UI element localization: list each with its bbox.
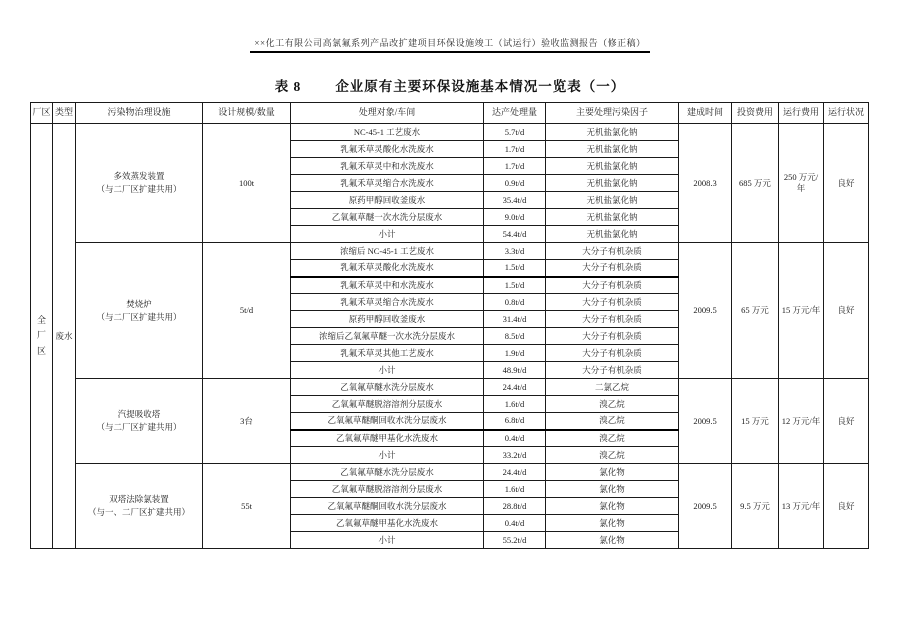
cell-target: 原药甲醇回收釜废水	[291, 192, 484, 209]
facility-note: （与二厂区扩建共用）	[96, 422, 182, 432]
table-number: 表 8	[274, 79, 302, 94]
cell-amount: 1.7t/d	[484, 158, 546, 175]
cell-amount: 0.9t/d	[484, 175, 546, 192]
facility-name: 多效蒸发装置	[113, 171, 165, 182]
cell-status: 良好	[824, 124, 869, 243]
cell-amount: 1.6t/d	[484, 481, 546, 498]
cell-factor: 氯化物	[546, 532, 679, 549]
cell-factor: 大分子有机杂质	[546, 260, 679, 277]
col-header-operating: 运行费用	[779, 103, 824, 124]
cell-built: 2009.5	[679, 243, 732, 379]
cell-factor: 大分子有机杂质	[546, 277, 679, 294]
table-row	[31, 464, 869, 481]
cell-amount: 55.2t/d	[484, 532, 546, 549]
col-header-status: 运行状况	[824, 103, 869, 124]
cell-scale: 55t	[203, 464, 291, 549]
cell-target: 浓缩后 NC-45-1 工艺废水	[291, 243, 484, 260]
cell-amount: 48.9t/d	[484, 362, 546, 379]
cell-amount: 33.2t/d	[484, 447, 546, 464]
cell-facility	[76, 379, 203, 464]
cell-facility	[76, 464, 203, 549]
cell-target: 原药甲醇回收釜废水	[291, 311, 484, 328]
cell-target: 乳氟禾草灵缩合水洗废水	[291, 175, 484, 192]
table-row	[31, 243, 869, 260]
table-title	[0, 75, 900, 95]
cell-target: 乙氧氟草醚甲基化水洗废水	[291, 430, 484, 447]
cell-amount: 5.7t/d	[484, 124, 546, 141]
cell-factor: 氯化物	[546, 464, 679, 481]
plant-area-text: 全厂区	[37, 315, 47, 356]
cell-target: NC-45-1 工艺废水	[291, 124, 484, 141]
report-header	[0, 0, 900, 53]
col-header-target: 处理对象/车间	[291, 103, 484, 124]
cell-factor: 无机盐氯化钠	[546, 226, 679, 243]
cell-status: 良好	[824, 243, 869, 379]
cell-factor: 无机盐氯化钠	[546, 158, 679, 175]
cell-plant-area	[31, 124, 53, 549]
cell-target: 小计	[291, 532, 484, 549]
col-header-factor: 主要处理污染因子	[546, 103, 679, 124]
cell-invest: 15 万元	[732, 379, 779, 464]
cell-invest: 9.5 万元	[732, 464, 779, 549]
cell-factor: 溴乙烷	[546, 430, 679, 447]
cell-factor: 无机盐氯化钠	[546, 209, 679, 226]
cell-target: 浓缩后乙氧氟草醚一次水洗分层废水	[291, 328, 484, 345]
cell-amount: 24.4t/d	[484, 379, 546, 396]
col-header-type: 类型	[53, 103, 76, 124]
col-header-area: 厂区	[31, 103, 53, 124]
cell-target: 乙氧氟草醚水洗分层废水	[291, 379, 484, 396]
cell-amount: 1.9t/d	[484, 345, 546, 362]
cell-factor: 大分子有机杂质	[546, 311, 679, 328]
cell-factor: 溴乙烷	[546, 447, 679, 464]
cell-facility	[76, 124, 203, 243]
cell-target: 小计	[291, 362, 484, 379]
facility-note: （与一、二厂区扩建共用）	[87, 507, 190, 517]
cell-amount: 28.8t/d	[484, 498, 546, 515]
cell-amount: 1.5t/d	[484, 277, 546, 294]
table-container	[30, 102, 870, 549]
cell-factor: 氯化物	[546, 498, 679, 515]
cell-invest: 65 万元	[732, 243, 779, 379]
cell-built: 2009.5	[679, 464, 732, 549]
cell-factor: 大分子有机杂质	[546, 345, 679, 362]
cell-target: 乙氧氟草醚酮回收水洗分层废水	[291, 498, 484, 515]
table-row	[31, 124, 869, 141]
col-header-facility: 污染物治理设施	[76, 103, 203, 124]
cell-target: 乙氧氟草醚酮回收水洗分层废水	[291, 413, 484, 430]
cell-target: 乙氧氟草醚脱溶溶剂分层废水	[291, 481, 484, 498]
cell-target: 乙氧氟草醚水洗分层废水	[291, 464, 484, 481]
cell-operating: 13 万元/年	[779, 464, 824, 549]
cell-amount: 35.4t/d	[484, 192, 546, 209]
cell-factor: 二氯乙烷	[546, 379, 679, 396]
cell-target: 乙氧氟草醚甲基化水洗废水	[291, 515, 484, 532]
cell-operating: 250 万元/年	[779, 124, 824, 243]
cell-facility	[76, 243, 203, 379]
cell-amount: 31.4t/d	[484, 311, 546, 328]
cell-factor: 氯化物	[546, 481, 679, 498]
cell-operating: 12 万元/年	[779, 379, 824, 464]
cell-scale: 3台	[203, 379, 291, 464]
table-row	[31, 379, 869, 396]
cell-factor: 无机盐氯化钠	[546, 192, 679, 209]
cell-amount: 54.4t/d	[484, 226, 546, 243]
facility-name: 汽提吸收塔	[117, 409, 161, 420]
col-header-built: 建成时间	[679, 103, 732, 124]
cell-factor: 无机盐氯化钠	[546, 141, 679, 158]
table-title-text: 企业原有主要环保设施基本情况一览表（一）	[335, 79, 626, 94]
cell-factor: 大分子有机杂质	[546, 243, 679, 260]
cell-amount: 1.7t/d	[484, 141, 546, 158]
cell-amount: 3.3t/d	[484, 243, 546, 260]
col-header-scale: 设计规模/数量	[203, 103, 291, 124]
cell-amount: 8.5t/d	[484, 328, 546, 345]
cell-invest: 685 万元	[732, 124, 779, 243]
cell-target: 乙氧氟草醚一次水洗分层废水	[291, 209, 484, 226]
cell-target: 小计	[291, 226, 484, 243]
facility-name: 双塔法除氯装置	[109, 494, 169, 505]
cell-factor: 溴乙烷	[546, 396, 679, 413]
cell-amount: 0.4t/d	[484, 430, 546, 447]
cell-target: 乳氟禾草灵缩合水洗废水	[291, 294, 484, 311]
cell-factor: 无机盐氯化钠	[546, 124, 679, 141]
cell-target: 乳氟禾草灵其他工艺废水	[291, 345, 484, 362]
header-row	[31, 103, 869, 124]
cell-factor: 大分子有机杂质	[546, 328, 679, 345]
cell-amount: 1.5t/d	[484, 260, 546, 277]
cell-target: 乳氟禾草灵中和水洗废水	[291, 277, 484, 294]
cell-amount: 6.8t/d	[484, 413, 546, 430]
cell-built: 2008.3	[679, 124, 732, 243]
cell-scale: 100t	[203, 124, 291, 243]
facility-name: 焚烧炉	[126, 298, 152, 309]
facility-note: （与二厂区扩建共用）	[96, 184, 182, 194]
cell-amount: 9.0t/d	[484, 209, 546, 226]
cell-amount: 1.6t/d	[484, 396, 546, 413]
cell-target: 乳氟禾草灵酸化水洗废水	[291, 260, 484, 277]
col-header-amount: 达产处理量	[484, 103, 546, 124]
cell-target: 乙氧氟草醚脱溶溶剂分层废水	[291, 396, 484, 413]
cell-factor: 氯化物	[546, 515, 679, 532]
cell-amount: 0.4t/d	[484, 515, 546, 532]
cell-factor: 溴乙烷	[546, 413, 679, 430]
cell-type: 废水	[53, 124, 76, 549]
report-header-text: ××化工有限公司高氯氟系列产品改扩建项目环保设施竣工（试运行）验收监测报告（修正稿）	[250, 36, 649, 53]
cell-factor: 大分子有机杂质	[546, 362, 679, 379]
cell-factor: 大分子有机杂质	[546, 294, 679, 311]
cell-target: 乳氟禾草灵中和水洗废水	[291, 158, 484, 175]
cell-target: 小计	[291, 447, 484, 464]
cell-target: 乳氟禾草灵酸化水洗废水	[291, 141, 484, 158]
col-header-invest: 投资费用	[732, 103, 779, 124]
cell-amount: 0.8t/d	[484, 294, 546, 311]
cell-built: 2009.5	[679, 379, 732, 464]
facility-note: （与二厂区扩建共用）	[96, 311, 182, 322]
cell-scale: 5t/d	[203, 243, 291, 379]
facilities-table	[30, 102, 869, 549]
cell-amount: 24.4t/d	[484, 464, 546, 481]
cell-factor: 无机盐氯化钠	[546, 175, 679, 192]
cell-operating: 15 万元/年	[779, 243, 824, 379]
cell-status: 良好	[824, 464, 869, 549]
cell-status: 良好	[824, 379, 869, 464]
